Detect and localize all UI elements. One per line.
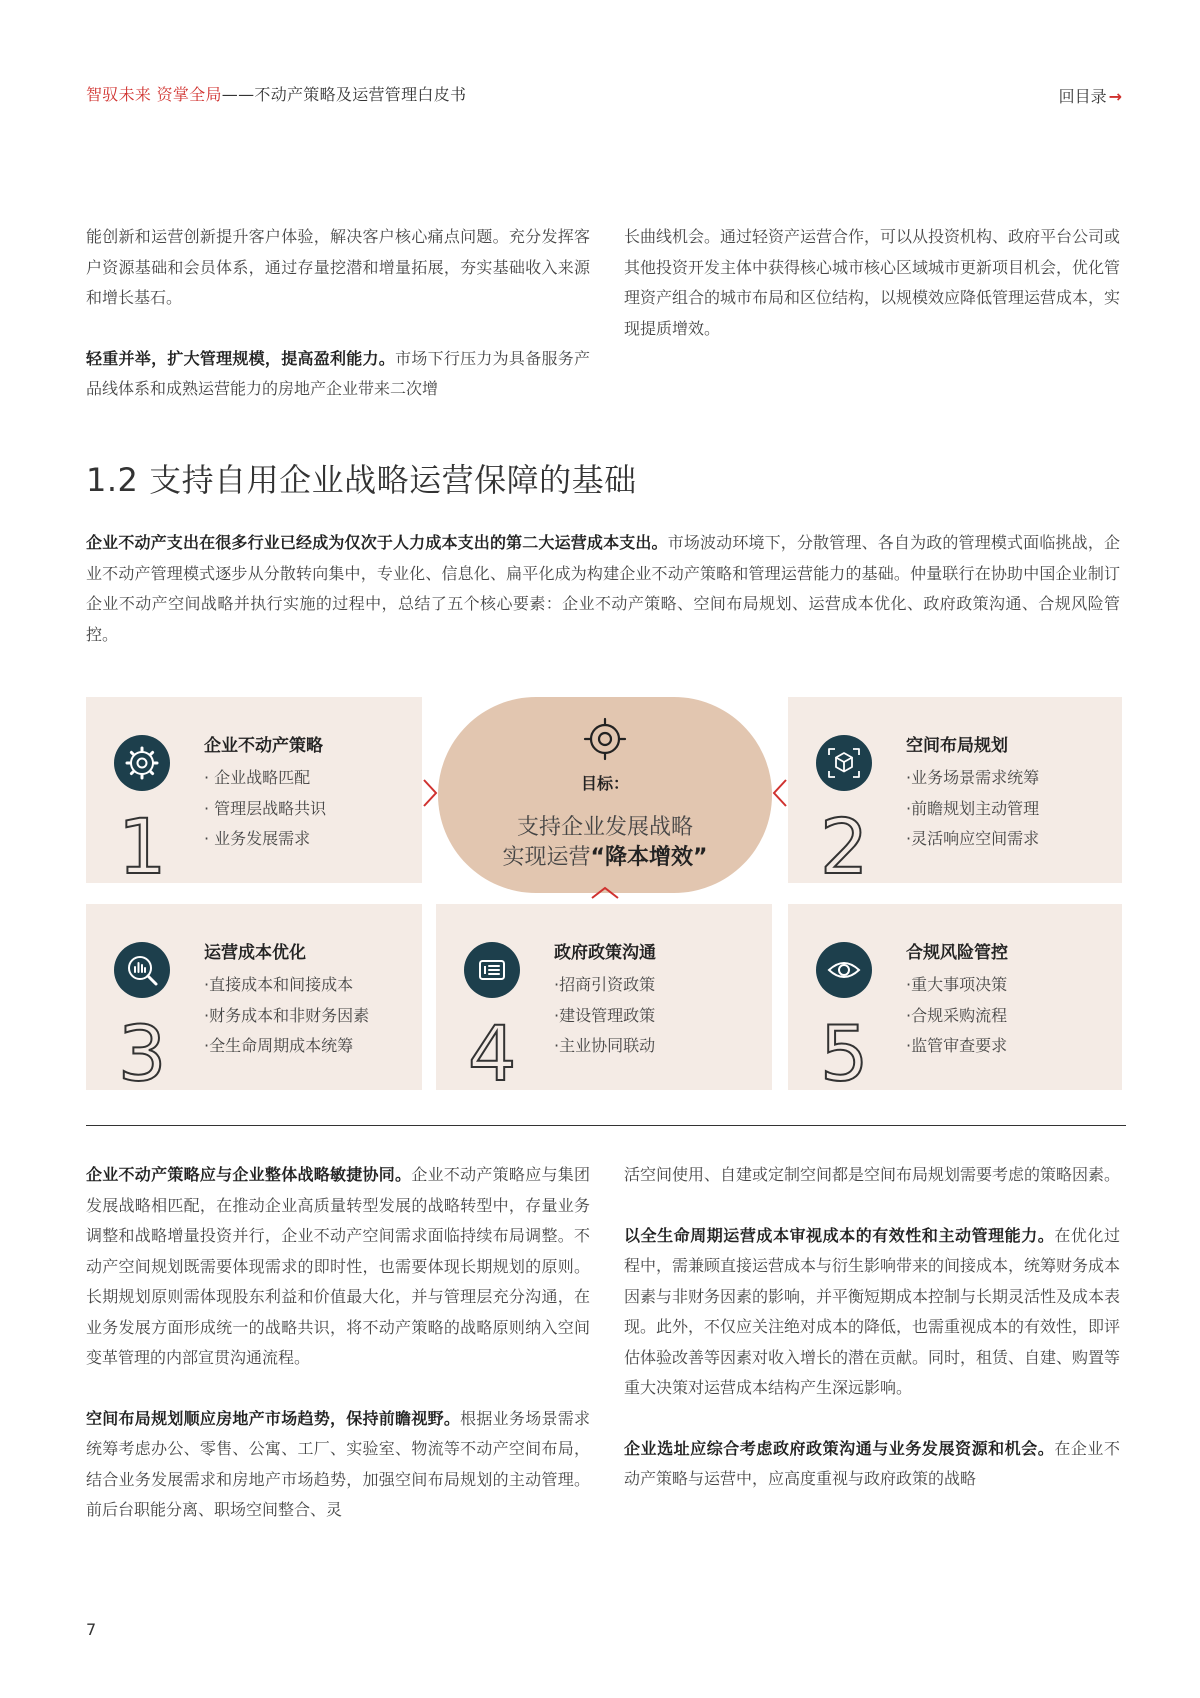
list-item: ·全生命周期成本统筹 bbox=[204, 1036, 354, 1055]
element-box-5 bbox=[788, 904, 1122, 1090]
paragraph-lead: 企业不动产策略应与企业整体战略敏捷协同。 bbox=[86, 1165, 412, 1184]
number-label: 4 bbox=[468, 1014, 517, 1086]
paragraph-lead: 以全生命周期运营成本审视成本的有效性和主动管理能力。 bbox=[624, 1225, 1055, 1245]
bottom-right-column bbox=[624, 1160, 1120, 1495]
back-to-toc-link[interactable] bbox=[1059, 84, 1122, 107]
box-list bbox=[554, 970, 655, 1062]
goal-center bbox=[438, 697, 772, 893]
intro-lead: 企业不动产支出在很多行业已经成为仅次于人力成本支出的第二大运营成本支出。 bbox=[86, 533, 668, 552]
document-title-rest: ——不动产策略及运营管理白皮书 bbox=[221, 85, 467, 104]
box-title: 运营成本优化 bbox=[204, 943, 306, 963]
list-item: ·直接成本和间接成本 bbox=[204, 975, 354, 994]
box-list bbox=[204, 970, 369, 1062]
paragraph-body: 市场下行压力为具备服务产品线体系和成熟运营能力的房地产企业带来二次增 bbox=[86, 348, 590, 398]
paragraph-body: 企业不动产策略应与集团发展战略相匹配，在推动企业高质量转型发展的战略转型中，存量业务调整和战略增量投资并行，企业不动产空间需求面临持续布局调整。不动产空间规划既需要体现需求的即时性，也需要体现长期规划的原则。长期规划原则需体现股东利益和价值最大化，并与管理层充分沟通，在业务发展方面形成统一的战略共识，将不动产策略的战略原则纳入空间变革管理的内部宣贯沟通流程。 bbox=[86, 1165, 590, 1367]
number-badge bbox=[118, 1014, 174, 1090]
gear-icon bbox=[114, 735, 170, 791]
paragraph bbox=[86, 344, 590, 405]
paragraph: 能创新和运营创新提升客户体验，解决客户核心痛点问题。充分发挥客户资源基础和会员体系，通过存量挖潜和增量拓展，夯实基础收入来源和增长基石。 bbox=[86, 227, 590, 307]
paragraph-lead: 空间布局规划顺应房地产市场趋势，保持前瞻视野。 bbox=[86, 1408, 461, 1428]
element-box-3 bbox=[86, 904, 422, 1090]
paragraph bbox=[624, 1434, 1120, 1495]
list-item: ·招商引资政策 bbox=[554, 975, 656, 994]
list-item: · 业务发展需求 bbox=[204, 829, 311, 848]
list-item: ·主业协同联动 bbox=[554, 1036, 656, 1055]
eye-icon bbox=[816, 942, 872, 998]
chevron-up-icon bbox=[590, 886, 620, 900]
page-header bbox=[86, 82, 1122, 112]
document-title bbox=[86, 82, 466, 105]
paragraph bbox=[86, 1160, 590, 1374]
list-item: · 企业战略匹配 bbox=[204, 768, 311, 787]
number-badge bbox=[468, 1014, 524, 1090]
list-item: ·合规采购流程 bbox=[906, 1005, 1008, 1025]
document-title-highlight: 智驭未来 资掌全局 bbox=[86, 85, 222, 104]
section-divider bbox=[86, 1125, 1126, 1126]
list-item: ·监管审查要求 bbox=[906, 1036, 1008, 1055]
arrow-right-icon: → bbox=[1108, 87, 1122, 106]
goal-line-2 bbox=[438, 840, 772, 871]
goal-line-1: 支持企业发展战略 bbox=[516, 815, 693, 840]
box-title: 空间布局规划 bbox=[906, 736, 1008, 756]
analytics-search-icon bbox=[114, 942, 170, 998]
goal-label: 目标： bbox=[580, 774, 629, 793]
chevron-right-icon bbox=[422, 778, 438, 808]
list-item: ·前瞻规划主动管理 bbox=[906, 798, 1040, 818]
goal-line-2-pre: 实现运营 bbox=[502, 845, 591, 870]
number-badge bbox=[820, 807, 876, 883]
list-item: · 管理层战略共识 bbox=[204, 798, 327, 818]
paragraph-body: 在企业不动产策略与运营中，应高度重视与政府政策的战略 bbox=[624, 1438, 1120, 1488]
paragraph-lead: 轻重并举，扩大管理规模，提高盈利能力。 bbox=[86, 348, 396, 368]
box-title: 企业不动产策略 bbox=[204, 736, 323, 756]
paragraph bbox=[86, 1404, 590, 1526]
box-title: 政府政策沟通 bbox=[554, 943, 656, 963]
number-badge bbox=[820, 1014, 876, 1090]
goal-line-2-bold: “降本增效” bbox=[590, 845, 708, 870]
paragraph: 长曲线机会。通过轻资产运营合作，可以从投资机构、政府平台公司或其他投资开发主体中获得核心城市核心区域城市更新项目机会，优化管理资产组合的城市布局和区位结构，以规模效应降低管理运营成本，实现提质增效。 bbox=[624, 227, 1121, 338]
bottom-left-column bbox=[86, 1160, 590, 1526]
intro-body: 市场波动环境下，分散管理、各自为政的管理模式面临挑战，企业不动产管理模式逐步从分散转向集中，专业化、信息化、扁平化成为构建企业不动产策略和管理运营能力的基础。仲量联行在协助中国企业制订企业不动产空间战略并执行实施的过程中，总结了五个核心要素：企业不动产策略、空间布局规划、运营成本优化、政府政策沟通、合规风险管控。 bbox=[86, 533, 1120, 644]
target-icon bbox=[583, 717, 627, 761]
box-list bbox=[906, 970, 1007, 1062]
policy-document-icon bbox=[464, 942, 520, 998]
box-list bbox=[906, 763, 1039, 855]
number-label: 5 bbox=[820, 1014, 869, 1086]
list-item: ·业务场景需求统筹 bbox=[906, 768, 1040, 787]
section-intro bbox=[86, 528, 1120, 650]
paragraph-lead: 企业选址应综合考虑政府政策沟通与业务发展资源和机会。 bbox=[624, 1438, 1055, 1458]
list-item: ·灵活响应空间需求 bbox=[906, 829, 1040, 848]
paragraph bbox=[624, 1221, 1120, 1404]
chevron-left-icon bbox=[772, 778, 788, 808]
number-label: 3 bbox=[118, 1014, 167, 1086]
number-label: 1 bbox=[118, 807, 167, 879]
page-number: 7 bbox=[86, 1620, 97, 1639]
top-left-column bbox=[86, 222, 590, 405]
list-item: ·财务成本和非财务因素 bbox=[204, 1005, 370, 1025]
box-title: 合规风险管控 bbox=[906, 943, 1008, 963]
paragraph-body: 在优化过程中，需兼顾直接运营成本与衍生影响带来的间接成本，统筹财务成本因素与非财务因素的影响，并平衡短期成本控制与长期灵活性及成本表现。此外，不仅应关注绝对成本的降低，也需重视成本的有效性，即评估体验改善等因素对收入增长的潜在贡献。同时，租赁、自建、购置等重大决策对运营成本结构产生深远影响。 bbox=[624, 1225, 1121, 1397]
element-box-4 bbox=[436, 904, 772, 1090]
number-label: 2 bbox=[820, 807, 869, 879]
paragraph: 活空间使用、自建或定制空间都是空间布局规划需要考虑的策略因素。 bbox=[624, 1165, 1121, 1184]
section-title: 1.2 支持自用企业战略运营保障的基础 bbox=[86, 461, 637, 499]
top-right-column bbox=[624, 222, 1120, 344]
box-list bbox=[204, 763, 326, 855]
list-item: ·重大事项决策 bbox=[906, 975, 1008, 994]
number-badge bbox=[118, 807, 170, 883]
cube-icon bbox=[816, 735, 872, 791]
list-item: ·建设管理政策 bbox=[554, 1005, 656, 1025]
paragraph-body: 根据业务场景需求统筹考虑办公、零售、公寓、工厂、实验室、物流等不动产空间布局，结合业务发展需求和房地产市场趋势，加强空间布局规划的主动管理。前后台职能分离、职场空间整合、灵 bbox=[86, 1408, 590, 1519]
back-to-toc-label: 回目录 bbox=[1058, 87, 1107, 106]
element-box-2 bbox=[788, 697, 1122, 883]
element-box-1 bbox=[86, 697, 422, 883]
